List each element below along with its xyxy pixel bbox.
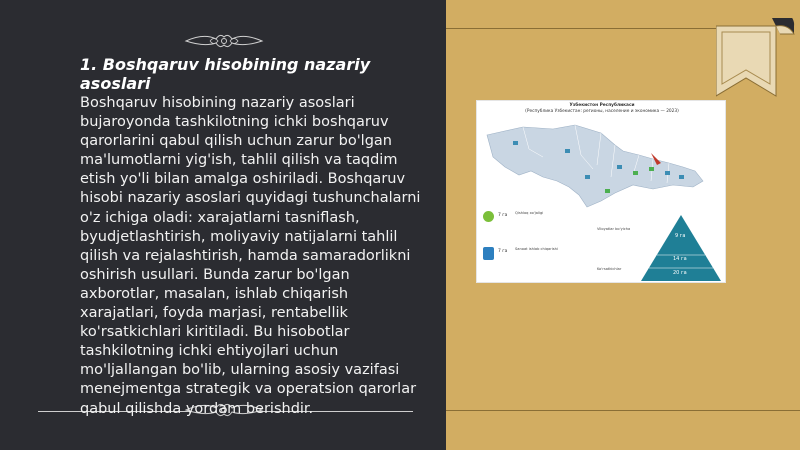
uzbekistan-map xyxy=(483,115,723,211)
legend-text-1: Qishloq xo'jaligi xyxy=(515,211,544,215)
legend-text-2: Sanoat ishlab chiqarishi xyxy=(515,247,558,251)
legend-badge-2: 7 га xyxy=(498,249,508,254)
slide-body-text: Boshqaruv hisobining nazariy asoslari bujaroyonda tashkilotning ichki boshqaruv qarorlarini qabul qilish uchun zarur bo'lgan ma'lumotlarni yig'ish, tahlil qilish va taqdim etish yo'li bilan amalga oshiriladi. Boshqaruv hisobi nazariy asoslari quyidagi tushunchalarni o'z ichiga oladi: xarajatlarni tasniflash, byudjetlashtirish, moliyaviy natijalarni tahlil qilish va rejalashtirish, hamda samaradorlikni oshirish usullari. Bunda zarur bo'lgan axborotlar, masalan, ishlab chiqarish xarajatlari, foyda marjasi, rentabellik ko'rsatkichlari kiritiladi. Bu hisobotlar tashkilotning ichki ehtiyojlari uchun mo'ljallangan bo'lib, ularning asosiy vazifasi menejmentga strategik va operatsion qarorlar qabul qilishda yordam berishdir. xyxy=(80,95,421,417)
gold-rule-bottom xyxy=(446,410,800,411)
pyramid-label-mid: 14 га xyxy=(673,256,687,262)
bookmark-ribbon-icon xyxy=(716,18,800,98)
top-ornament-icon xyxy=(184,29,264,53)
legend-badge-1: 7 га xyxy=(498,213,508,218)
green-badge-icon xyxy=(483,211,494,222)
pyramid-label-top: 9 га xyxy=(675,233,686,239)
slide-title: 1. Boshqaruv hisobining nazariy asoslari xyxy=(80,55,371,93)
gold-rule-top xyxy=(446,28,716,29)
infographic-title: Узбекистон Республикаси (Республика Узбекистан: регионы, население и экономика — 2023) xyxy=(525,103,679,114)
mid-note-1: Viloyatlar bo'yicha xyxy=(597,227,631,231)
mid-note-2: Ko'rsatkichlar xyxy=(597,267,622,271)
pyramid-label-bottom: 20 га xyxy=(673,270,687,276)
blue-badge-icon xyxy=(483,247,494,260)
infographic-card xyxy=(476,100,726,283)
